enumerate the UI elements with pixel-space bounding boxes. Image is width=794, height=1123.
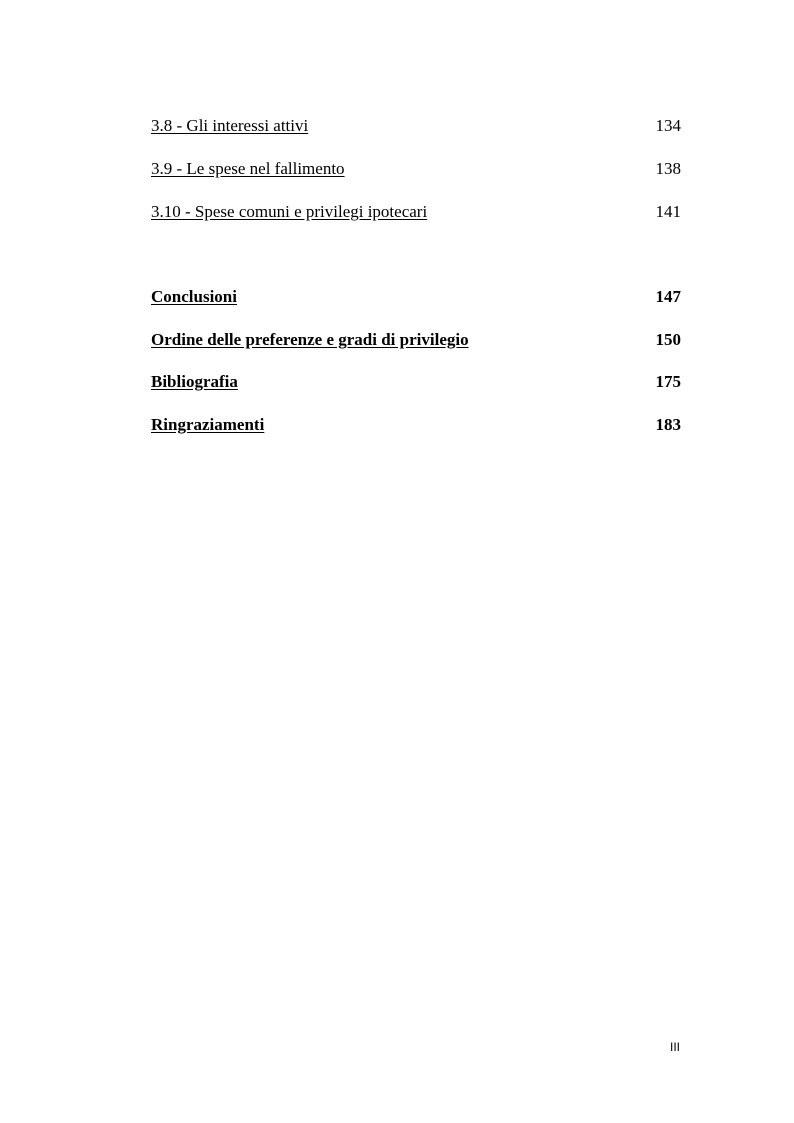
toc-page-number: 147 bbox=[655, 287, 681, 306]
toc-link-conclusioni[interactable]: Conclusioni bbox=[151, 287, 237, 306]
toc-page-number: 141 bbox=[655, 202, 681, 221]
toc-page-number: 150 bbox=[655, 330, 681, 349]
toc-entry-ordine-preferenze bbox=[151, 328, 681, 352]
toc-link-ordine-preferenze[interactable]: Ordine delle preferenze e gradi di privilegio bbox=[151, 330, 469, 349]
toc-page-number: 134 bbox=[655, 116, 681, 135]
toc-link-section-3-10[interactable]: 3.10 - Spese comuni e privilegi ipotecari bbox=[151, 202, 428, 221]
toc-link-section-3-9[interactable]: 3.9 - Le spese nel fallimento bbox=[151, 159, 345, 178]
toc-page-number: 183 bbox=[655, 415, 681, 434]
toc-entry-section-3-9 bbox=[151, 157, 681, 181]
toc-entry-conclusioni bbox=[151, 285, 681, 309]
toc-entry-section-3-10 bbox=[151, 200, 681, 224]
toc-page-number: 138 bbox=[655, 159, 681, 178]
toc-entry-section-3-8 bbox=[151, 114, 681, 138]
toc-entry-bibliografia bbox=[151, 370, 681, 394]
toc-page-number: 175 bbox=[655, 372, 681, 391]
toc-entry-ringraziamenti bbox=[151, 413, 681, 437]
page-number: III bbox=[669, 1040, 680, 1054]
toc-link-ringraziamenti[interactable]: Ringraziamenti bbox=[151, 415, 265, 434]
toc-link-section-3-8[interactable]: 3.8 - Gli interessi attivi bbox=[151, 116, 309, 135]
toc-link-bibliografia[interactable]: Bibliografia bbox=[151, 372, 238, 391]
